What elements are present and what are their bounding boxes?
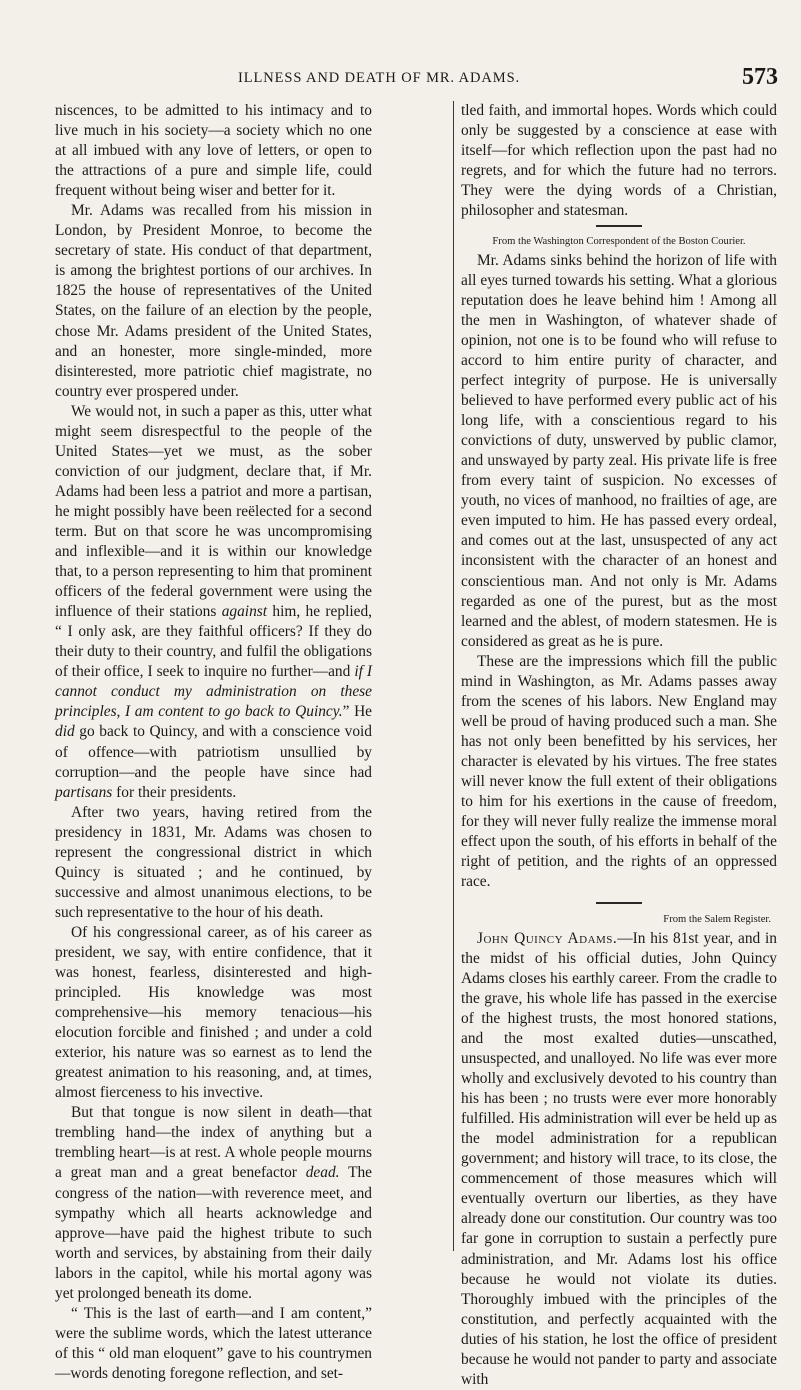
paragraph: Of his congressional career, as of his career as president, we say, with entire confidence, that it was honest, fearless, disinterested and high-principled. His knowledge was most comprehensive—his memory tenacious—his elocution forcible and finished ; and under a cold exterior, his nature was so earnest as to lend the greatest animation to his reasoning, and, at times, almost fierceness to his invective.: [55, 923, 372, 1102]
section-rule: [596, 225, 642, 227]
paragraph: After two years, having retired from the presidency in 1831, Mr. Adams was chosen to represent the congressional district in which Quincy is situated ; and he continued, by successive and almost unanimous elections, to be such representative to the hour of his death.: [55, 803, 372, 921]
text-run: go back to Quincy, and with a conscience void of offence—with patriotism unsullied by corruption—and the people have since had: [55, 723, 372, 781]
column-divider: [453, 101, 454, 1251]
text-run: ” He: [342, 703, 373, 721]
running-head: ILLNESS AND DEATH OF MR. ADAMS.: [238, 70, 521, 86]
paragraph: tled faith, and immortal hopes. Words which could only be suggested by a conscience at ease with itself—for which reflection upon the past had no regrets, and for which the future had no terrors. They were the dying words of a Christian, philosopher and statesman.: [461, 102, 777, 220]
page-header: [40, 64, 778, 98]
section-rule: [596, 902, 642, 904]
italic-run: if I cannot conduct my administration on these principles, I am content to go back to Quincy.: [55, 663, 372, 721]
left-column: [55, 101, 372, 1384]
italic-run: partisans: [55, 783, 113, 801]
text-run: him, he replied, “ I only ask, are they faithful officers? If they do their duty to their country, and fulfil the obligations of their office, I seek to inquire no further—and: [55, 603, 372, 681]
paragraph: [55, 1103, 372, 1303]
paragraph: [461, 929, 777, 1390]
source-attribution: From the Washington Correspondent of the Boston Courier.: [492, 235, 746, 247]
paragraph: These are the impressions which fill the public mind in Washington, as Mr. Adams passes away from the scenes of his labors. New England may well be proud of having produced such a man. She has not only been benefitted by his services, her character is elevated by his virtues. The free states will never know the full extent of their obligations to him for his exertions in the cause of freedom, for they will never fully realize the immense moral effect upon the south, of his efforts in behalf of the right of petition, and the rights of an oppressed race.: [461, 652, 777, 891]
source-attribution: From the Salem Register.: [663, 913, 771, 925]
italic-run: did: [55, 723, 75, 741]
text-run: for their presidents.: [112, 783, 237, 801]
text-run: But that tongue is now silent in death—that trembling hand—the index of anything but a trembling heart—is at rest. A whole people mourns a great man and a great benefactor: [55, 1104, 372, 1182]
right-column: [461, 101, 777, 1390]
paragraph: [55, 402, 372, 803]
page-number: 573: [742, 64, 778, 90]
paragraph: Mr. Adams sinks behind the horizon of life with all eyes turned towards his setting. What a glorious reputation does he leave behind him ! Among all the men in Washington, of whatever shade of opinion, not one is to be found who will refuse to accord to him entire purity of character, and perfect integrity of purpose. He is universally believed to have performed every public act of his long life, with a conscientious regard to his convictions of duty, unswerved by public clamor, and unswayed by party zeal. His private life is free from every taint of suspicion. No excesses of youth, no vices of manhood, no frailties of age, are even imputed to him. He has passed every ordeal, and comes out at the last, unsuspected of any act inconsistent with the character of an honest and conscientious man. And not only is Mr. Adams regarded as one of the purest, but as the most learned and the ablest, of modern statesmen. He is considered as great as he is pure.: [461, 251, 777, 650]
paragraph: niscences, to be admitted to his intimacy and to live much in his society—a society which no one at all imbued with any love of letters, or open to the attractions of a pure and simple life, could frequent without being wiser and better for it.: [55, 102, 372, 200]
name-heading: John Quincy Adams.: [477, 929, 618, 947]
paragraph: Mr. Adams was recalled from his mission in London, by President Monroe, to become the secretary of state. His conduct of that department, is among the brightest portions of our archives. In 1825 the house of representatives of the United States, on the failure of an election by the people, chose Mr. Adams president of the United States, and an honester, more single-minded, more disinterested, more patriotic chief magistrate, no country ever prospered under.: [55, 202, 372, 400]
paragraph: “ This is the last of earth—and I am content,” were the sublime words, which the latest utterance of this “ old man eloquent” gave to his countrymen—words denoting foregone reflection, and set-: [55, 1304, 372, 1382]
text-run: We would not, in such a paper as this, utter what might seem disrespectful to the people of the United States—yet we must, as the sober conviction of our judgment, declare that, if Mr. Adams had been less a patriot and more a partisan, he might possibly have been reëlected for a second term. But on that score he was uncompromising and inflexible—and it is within our knowledge that, to a person representing to him that prominent officers of the federal government were using the influence of their stations: [55, 402, 372, 621]
text-run: The congress of the nation—with reverence meet, and sympathy which all hearts acknowledge and approve—have paid the highest tribute to such worth and services, by abstaining from their daily labors in the capitol, while his mortal agony was yet prolonged beneath its dome.: [55, 1164, 372, 1302]
italic-run: dead.: [305, 1164, 340, 1182]
text-run: —In his 81st year, and in the midst of his official duties, John Quincy Adams closes his earthly career. From the cradle to the grave, his whole life has passed in the exercise of the highest trusts, the most honored stations, and the most exalted duties—unscathed, unsuspected, and unalloyed. No life was ever more wholly and exclusively devoted to his country than his has been ; no trusts were ever more honorably fulfilled. His administration will ever be held up as the model administration for a republican government; and history will trace, to its close, the commencement of those measures which will eventually overturn our liberties, as they have already done our constitution. Our country was too far gone in corruption to sustain a perfectly pure administration, and Mr. Adams lost his office because he would not violate its duties. Thoroughly imbued with the principles of the constitution, and perfectly acquainted with the duties of his station, he lost the office of president because he would not pander to party and associate with: [461, 929, 777, 1388]
italic-run: against: [221, 603, 268, 621]
